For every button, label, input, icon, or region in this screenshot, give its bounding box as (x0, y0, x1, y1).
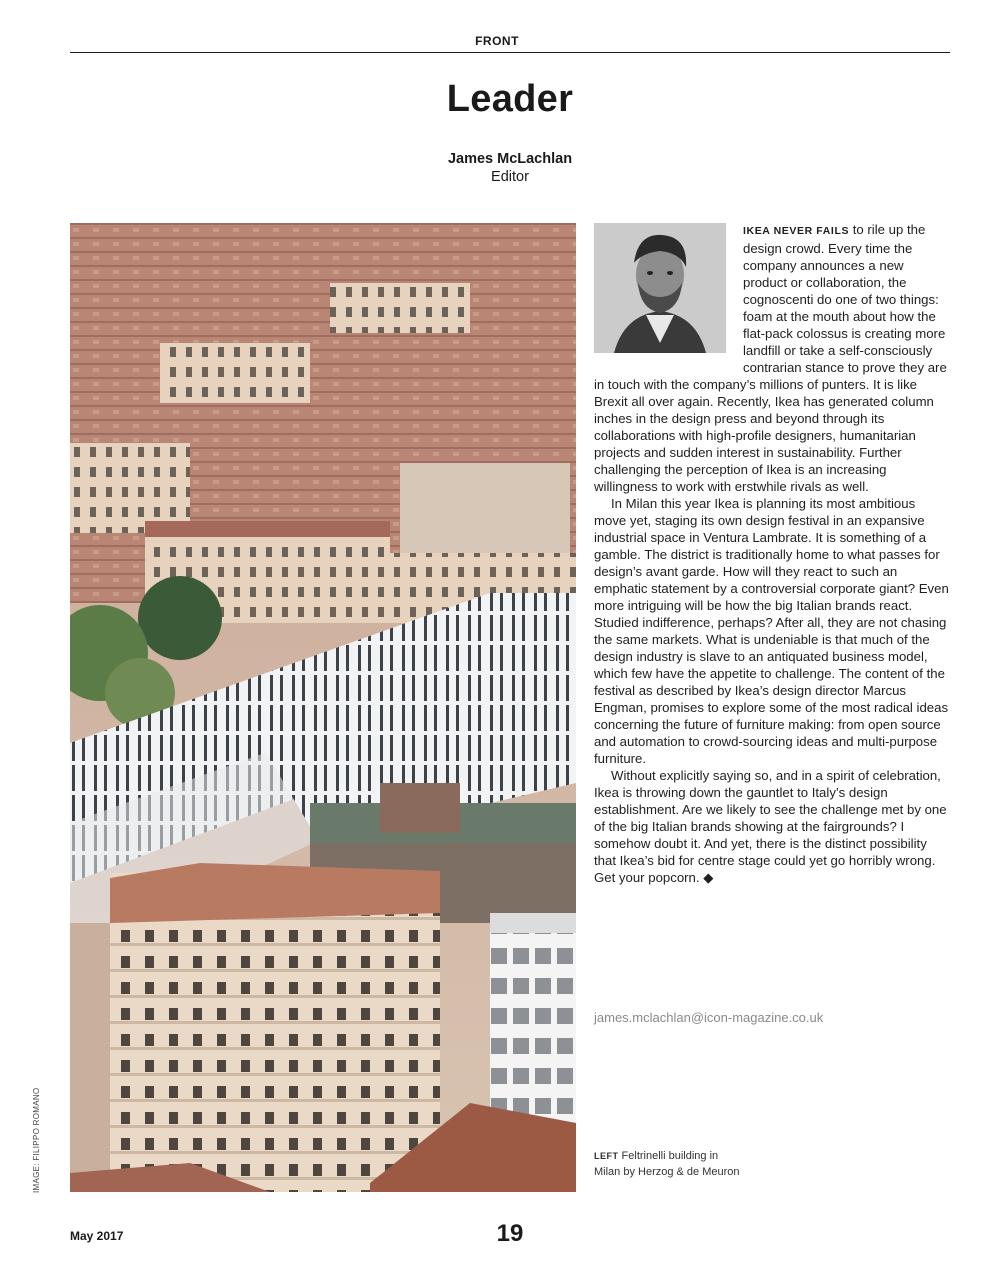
portrait-float-space (594, 221, 743, 368)
author-name: James McLachlan (447, 151, 573, 167)
section-label: FRONT (475, 34, 519, 48)
photo-illustration (70, 223, 576, 1192)
paragraph-2: In Milan this year Ikea is planning its most ambitious move yet, staging its own design festival in an expansive industrial space in Ventura Lambrate. It is something of a gamble. The district is traditionally home to what passes for design’s avant garde. How will they react to such an emphatic statement by a controversial corporate giant? Even more intriguing will be how the big Italian brands react. Studied indifference, perhaps? After all, they are not chasing the same markets. What is undeniable is that much of the design industry is slave to an antiquated business model, which few have the appetite to challenge. The content of the festival as described by Ikea’s design director Marcus Engman, promises to explore some of the most radical ideas concerning the future of furniture making: from open source and automation to crowd-sourcing ideas and multi-purpose furniture. (594, 496, 949, 766)
header-rule (70, 52, 950, 53)
issue-date: May 2017 (70, 1229, 124, 1243)
page-title: Leader (446, 78, 574, 120)
paragraph-1-text: to rile up the design crowd. Every time the company announces a new product or collaboration, the cognoscenti do one of two things: foam at the mouth about how the flat-pack colossus is creating more landfill or take a self-consciously contrarian stance to prove they are in touch with the company’s millions of punters. It is like Brexit all over again. Recently, Ikea has generated column inches in the design press and beyond through its collaborations with high-profile designers, humanitarian projects and sudden interest in sustainability. Further challenging the perception of Ikea is an increasing willingness to work with erstwhile rivals as well. (594, 222, 947, 494)
caption-text: Feltrinelli building in Milan by Herzog & de Meuron (594, 1150, 740, 1178)
feltrinelli-building-photo (70, 223, 576, 1192)
photo-caption (594, 1148, 744, 1180)
author-role: Editor (491, 169, 529, 185)
caption-lead: LEFT (594, 1151, 619, 1161)
photo-credit: IMAGE: FILIPPO ROMANO (32, 1087, 41, 1193)
article-body (594, 221, 950, 886)
author-email-link[interactable]: james.mclachlan@icon-magazine.co.uk (594, 1010, 824, 1025)
lead-in: IKEA NEVER FAILS (743, 225, 850, 237)
page-number: 19 (496, 1220, 524, 1247)
byline (0, 150, 994, 186)
paragraph-3: Without explicitly saying so, and in a spirit of celebration, Ikea is throwing down the gauntlet to Italy’s design establishment. Are we likely to see the challenge met by one of the big Italian brands showing at the fairgrounds? I somehow doubt it. And yet, there is the distinct possibility that Ikea’s bid for centre stage could yet go horribly wrong. Get your popcorn. ◆ (594, 768, 947, 885)
